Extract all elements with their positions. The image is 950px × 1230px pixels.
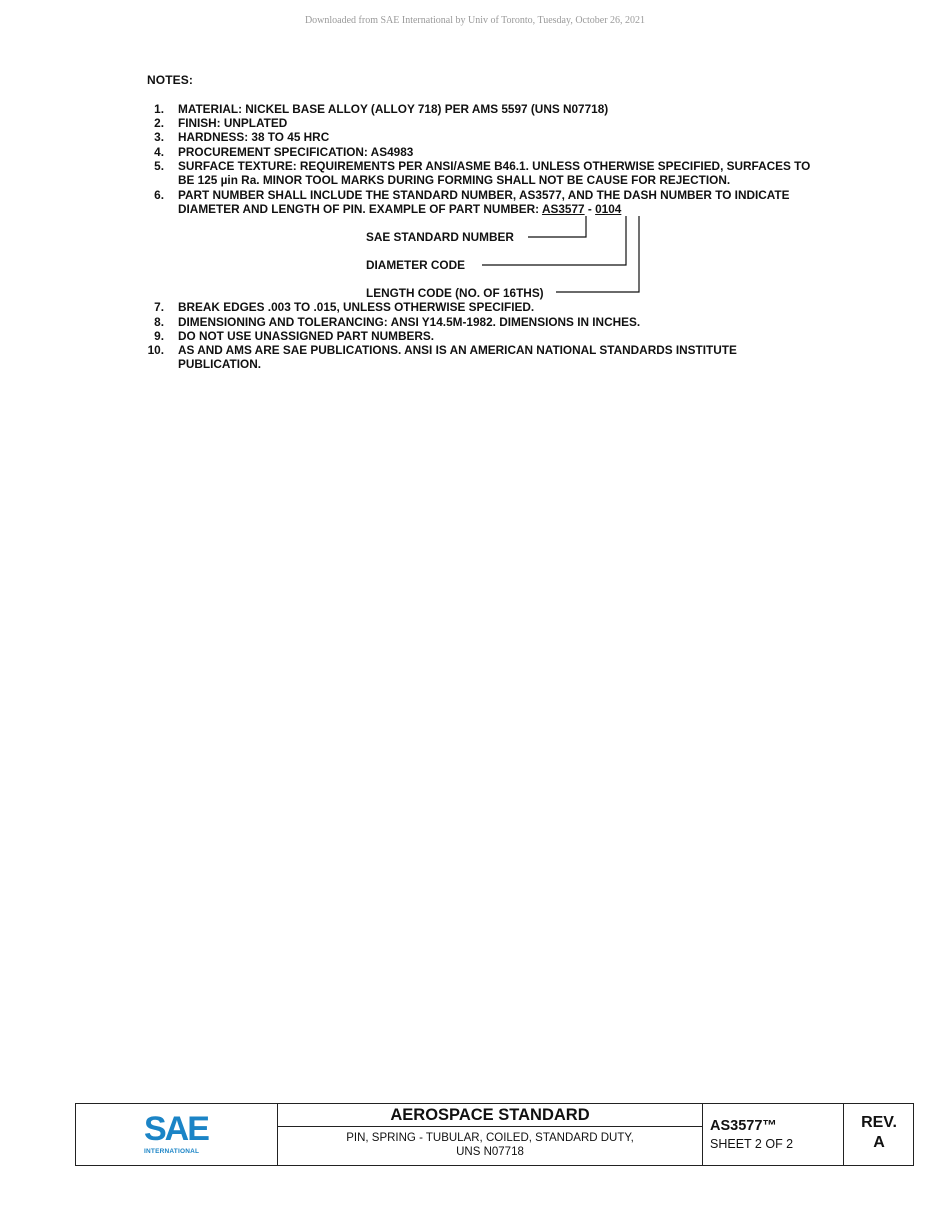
notes-heading: NOTES: (147, 73, 193, 87)
part-dash-number: 0104 (595, 202, 622, 216)
document-subtitle-line-2: UNS N07718 (456, 1146, 524, 1158)
title-block-logo-cell (76, 1104, 278, 1165)
document-subtitle-line-1: PIN, SPRING - TUBULAR, COILED, STANDARD DUTY, (346, 1132, 634, 1144)
note-text: DO NOT USE UNASSIGNED PART NUMBERS. (178, 329, 435, 343)
note-number: 7. (154, 300, 164, 314)
download-watermark: Downloaded from SAE International by Univ of Toronto, Tuesday, October 26, 2021 (304, 15, 646, 26)
sae-international-logo (144, 1112, 214, 1158)
revision-label: REV. (861, 1114, 897, 1131)
note-number: 10. (147, 343, 164, 357)
note-text: AS AND AMS ARE SAE PUBLICATIONS. ANSI IS AN AMERICAN NATIONAL STANDARDS INSTITUTE (178, 343, 737, 357)
leader-diameter (482, 216, 626, 265)
leader-standard (528, 216, 586, 237)
note-text-line: DIAMETER AND LENGTH OF PIN. EXAMPLE OF PART NUMBER: (178, 202, 540, 216)
title-block (75, 1103, 914, 1166)
document-type-title: AEROSPACE STANDARD (278, 1104, 702, 1127)
callout-diameter-code: DIAMETER CODE (366, 258, 465, 272)
note-text: BREAK EDGES .003 TO .015, UNLESS OTHERWISE SPECIFIED. (178, 300, 535, 314)
title-block-revision-cell (844, 1104, 914, 1165)
title-block-doc-cell (703, 1104, 844, 1165)
note-text: PUBLICATION. (178, 357, 262, 371)
note-number: 1. (154, 102, 164, 116)
note-number: 8. (154, 315, 164, 329)
sheet-number: SHEET 2 OF 2 (710, 1137, 794, 1151)
part-separator: - (584, 202, 596, 216)
note-number: 3. (154, 130, 164, 144)
note-text: PROCUREMENT SPECIFICATION: AS4983 (178, 145, 414, 159)
note-text: DIMENSIONING AND TOLERANCING: ANSI Y14.5M-1982. DIMENSIONS IN INCHES. (178, 315, 641, 329)
title-block-title-cell (278, 1104, 703, 1165)
note-number: 5. (154, 159, 164, 173)
callout-standard-number: SAE STANDARD NUMBER (366, 230, 514, 244)
revision-value: A (873, 1134, 885, 1151)
note-number: 9. (154, 329, 164, 343)
note-text: MATERIAL: NICKEL BASE ALLOY (ALLOY 718) PER AMS 5597 (UNS N07718) (178, 102, 609, 116)
part-standard-number: AS3577 (541, 202, 585, 216)
document-number: AS3577™ (710, 1118, 777, 1134)
sae-logo-subtitle: INTERNATIONAL (144, 1148, 200, 1155)
note-number: 2. (154, 116, 164, 130)
note-text: FINISH: UNPLATED (178, 116, 288, 130)
note-text: HARDNESS: 38 TO 45 HRC (178, 130, 330, 144)
document-subtitle (278, 1131, 702, 1159)
note-text: PART NUMBER SHALL INCLUDE THE STANDARD NUMBER, AS3577, AND THE DASH NUMBER TO INDICATE (178, 188, 790, 202)
note-text: BE 125 µin Ra. MINOR TOOL MARKS DURING FORMING SHALL NOT BE CAUSE FOR REJECTION. (178, 173, 731, 187)
callout-length-code: LENGTH CODE (NO. OF 16THS) (366, 286, 544, 300)
callout-leader-lines (0, 0, 950, 320)
note-number: 6. (154, 188, 164, 202)
sae-logo-letters: SAE (144, 1110, 208, 1148)
note-number: 4. (154, 145, 164, 159)
note-text: SURFACE TEXTURE: REQUIREMENTS PER ANSI/ASME B46.1. UNLESS OTHERWISE SPECIFIED, SURFACES TO (178, 159, 811, 173)
